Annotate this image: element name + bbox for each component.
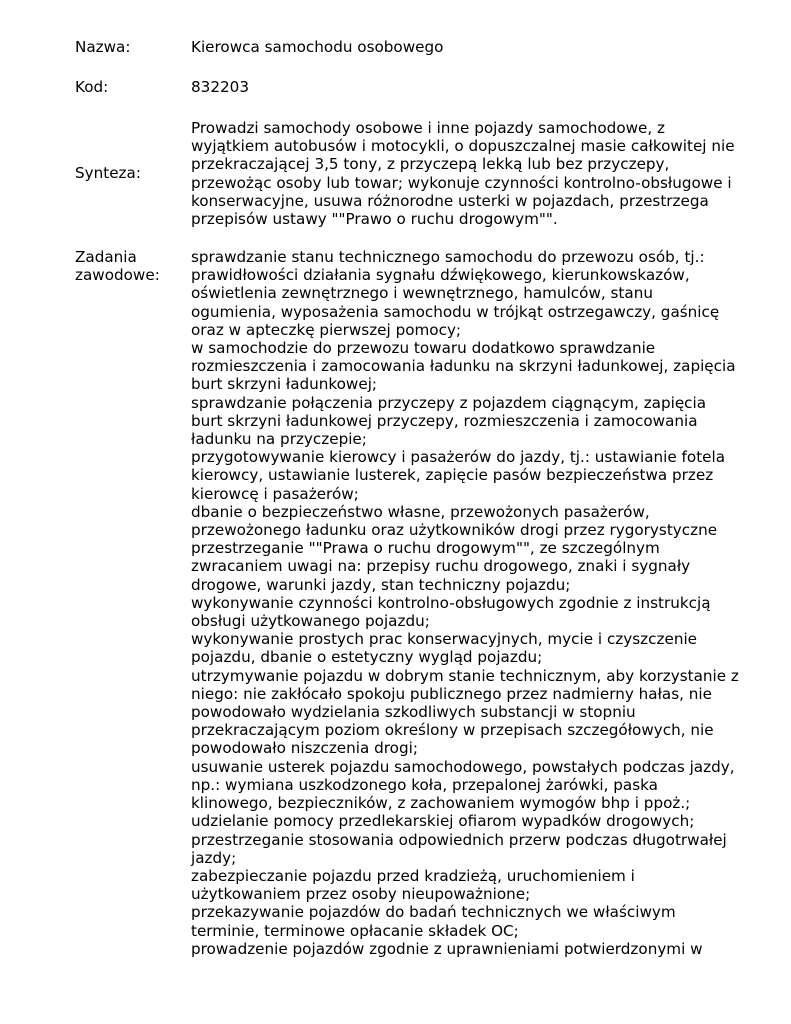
task-line: oraz w apteczkę pierwszej pomocy; [191, 320, 462, 339]
task-line: obsługi użytkowanego pojazdu; [191, 612, 430, 631]
task-line: kierowcy, ustawianie lusterek, zapięcie pasów bezpieczeństwa przez [191, 466, 714, 485]
synthesis-line: wyjątkiem autobusów i motocykli, o dopuszczalnej masie całkowitej nie [191, 137, 735, 156]
task-line: przygotowywanie kierowcy i pasażerów do jazdy, tj.: ustawianie fotela [191, 448, 726, 467]
task-line: np.: wymiana uszkodzonego koła, przepalonej żarówki, paska [191, 775, 658, 794]
name-value: Kierowca samochodu osobowego [191, 38, 444, 56]
task-line: przekazywanie pojazdów do badań technicznych we właściwym [191, 903, 676, 922]
task-line: sprawdzanie stanu technicznego samochodu do przewozu osób, tj.: [191, 248, 705, 266]
task-line: powodowało wydzielania szkodliwych substancji w stopniu [191, 703, 636, 722]
task-line: drogowe, warunki jazdy, stan techniczny pojazdu; [191, 575, 571, 594]
synthesis-line: przepisów ustawy ""Prawo o ruchu drogowym"". [191, 210, 558, 229]
task-line: oświetlenia zewnętrznego i wewnętrznego, hamulców, stanu [191, 284, 653, 303]
synthesis-line: Prowadzi samochody osobowe i inne pojazdy samochodowe, z [191, 119, 666, 137]
task-line: pojazdu, dbanie o estetyczny wygląd pojazdu; [191, 648, 543, 667]
tasks-label [75, 248, 160, 284]
task-line: przestrzeganie stosowania odpowiednich przerw podczas długotrwałej [191, 830, 727, 849]
code-value: 832203 [191, 78, 249, 96]
task-line: wykonywanie prostych prac konserwacyjnych, mycie i czyszczenie [191, 630, 698, 649]
task-line: przestrzeganie ""Prawa o ruchu drogowym"", ze szczególnym [191, 539, 660, 558]
task-line: ładunku na przyczepie; [191, 430, 367, 449]
task-line: sprawdzanie połączenia przyczepy z pojazdem ciągnącym, zapięcia [191, 393, 707, 412]
synthesis-line: przekraczającej 3,5 tony, z przyczepą lekką lub bez przyczepy, [191, 155, 670, 174]
task-line: użytkowaniem przez osoby nieupoważnione; [191, 885, 531, 904]
tasks-text [191, 248, 761, 958]
task-line: niego: nie zakłócało spokoju publicznego przez nadmierny hałas, nie [191, 684, 712, 703]
task-line: usuwanie usterek pojazdu samochodowego, powstałych podczas jazdy, [191, 757, 735, 776]
task-line: prawidłowości działania sygnału dźwiękowego, kierunkowskazów, [191, 266, 690, 285]
task-line: zabezpieczanie pojazdu przed kradzieżą, uruchomieniem i [191, 866, 635, 885]
task-line: burt skrzyni ładunkowej; [191, 375, 378, 394]
synthesis-label: Synteza: [75, 164, 141, 182]
task-line: przewożonego ładunku oraz użytkowników drogi przez rygorystyczne [191, 521, 718, 540]
task-line: dbanie o bezpieczeństwo własne, przewożonych pasażerów, [191, 502, 650, 521]
tasks-label-line: zawodowe: [75, 266, 160, 285]
task-line: kierowcę i pasażerów; [191, 484, 359, 503]
tasks-label-line: Zadania [75, 248, 137, 266]
synthesis-line: konserwacyjne, usuwa różnorodne usterki w pojazdach, przestrzega [191, 191, 709, 210]
synthesis-line: przewożąc osoby lub towar; wykonuje czynności kontrolno-obsługowe i [191, 173, 732, 192]
task-line: klinowego, bezpieczników, z zachowaniem wymogów bhp i ppoż.; [191, 794, 691, 813]
task-line: prowadzenie pojazdów zgodnie z uprawnieniami potwierdzonymi w [191, 939, 703, 958]
task-line: wykonywanie czynności kontrolno-obsługowych zgodnie z instrukcją [191, 593, 711, 612]
task-line: ogumienia, wyposażenia samochodu w trójkąt ostrzegawczy, gaśnicę [191, 302, 720, 321]
code-label: Kod: [75, 78, 109, 96]
task-line: jazdy; [191, 848, 237, 867]
task-line: w samochodzie do przewozu towaru dodatkowo sprawdzanie [191, 339, 656, 358]
task-line: przekraczającym poziom określony w przepisach szczegółowych, nie [191, 721, 714, 740]
task-line: zwracaniem uwagi na: przepisy ruchu drogowego, znaki i sygnały [191, 557, 691, 576]
task-line: powodowało niszczenia drogi; [191, 739, 418, 758]
task-line: rozmieszczenia i zamocowania ładunku na skrzyni ładunkowej, zapięcia [191, 357, 736, 376]
synthesis-text [191, 119, 761, 228]
task-line: utrzymywanie pojazdu w dobrym stanie technicznym, aby korzystanie z [191, 666, 739, 685]
task-line: burt skrzyni ładunkowej przyczepy, rozmieszczenia i zamocowania [191, 411, 698, 430]
task-line: udzielanie pomocy przedlekarskiej ofiarom wypadków drogowych; [191, 812, 695, 831]
name-label: Nazwa: [75, 38, 131, 56]
task-line: terminie, terminowe opłacanie składek OC; [191, 921, 519, 940]
